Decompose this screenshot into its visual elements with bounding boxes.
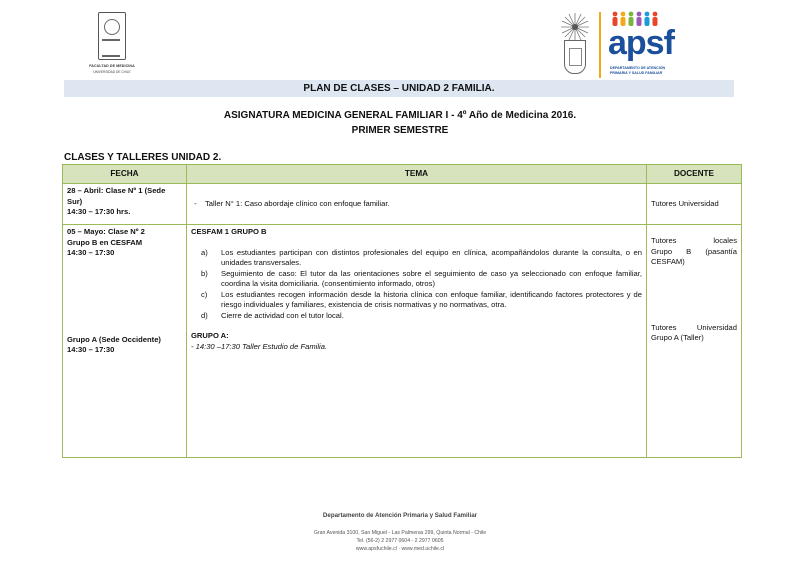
group-a-title: GRUPO A: bbox=[191, 331, 229, 340]
row2-docente bbox=[647, 225, 742, 458]
footer-websites: www.apsfuchile.cl · www.med.uchile.cl bbox=[355, 546, 445, 552]
logo-divider bbox=[599, 12, 601, 78]
apsf-subtitle-2: PRIMARIA Y SALUD FAMILIAR bbox=[610, 71, 663, 75]
schedule-table bbox=[62, 164, 742, 458]
list-item: c) Los estudiantes recogen información desde la historia clínica con enfoque familiar, identificando factores protectores y de riesgo individuales y familiares, existencia de crisis normativas y no normativas, otra. bbox=[201, 289, 642, 309]
row2-fecha-line5: 14:30 – 17:30 bbox=[67, 345, 115, 354]
list-item: a) Los estudiantes participan con distintos profesionales del equipo en clínica, acompañándolos durante la consulta, o en unidades transversales. bbox=[201, 247, 642, 267]
group-a-text: - 14:30 –17:30 Taller Estudio de Familia. bbox=[191, 341, 328, 351]
row1-fecha bbox=[63, 184, 187, 225]
row2-fecha bbox=[63, 225, 187, 458]
header-tema: TEMA bbox=[187, 165, 647, 184]
docente-b-line2: Grupo B (pasantía bbox=[651, 246, 737, 256]
header-fecha: FECHA bbox=[63, 165, 187, 184]
row2-tema bbox=[187, 225, 647, 458]
crest-icon bbox=[564, 40, 586, 74]
group-b-title: CESFAM 1 GRUPO B bbox=[191, 227, 267, 236]
row1-docente: Tutores Universidad bbox=[647, 184, 742, 225]
faculty-logo-caption: FACULTAD DE MEDICINA bbox=[89, 64, 135, 68]
page-title: PLAN DE CLASES – UNIDAD 2 FAMILIA. bbox=[64, 80, 734, 97]
footer-department: Departamento de Atención Primaria y Salud Familiar bbox=[322, 512, 478, 519]
footer-address: Gran Avenida 3100, San Miguel - Las Palmeras 299, Quinta Normal - Chile bbox=[313, 530, 487, 536]
table-header-row bbox=[63, 165, 742, 184]
row2-fecha-line2: Grupo B en CESFAM bbox=[67, 237, 143, 247]
section-heading: CLASES Y TALLERES UNIDAD 2. bbox=[64, 152, 222, 163]
list-item: d) Cierre de actividad con el tutor local. bbox=[201, 310, 344, 320]
table-row bbox=[63, 225, 742, 458]
row2-fecha-line4: Grupo A (Sede Occidente) bbox=[67, 334, 161, 344]
star-icon bbox=[560, 12, 590, 42]
row2-fecha-line3: 14:30 – 17:30 bbox=[67, 248, 115, 257]
list-item: b) Seguimiento de caso: El tutor da las orientaciones sobre el seguimiento de caso ya seleccionado con enfoque familiar, coordina la visita domiciliaria. (consentimiento informado, otros) bbox=[201, 268, 642, 288]
docente-b-line3: CESFAM) bbox=[651, 257, 685, 266]
university-logo-caption: UNIVERSIDAD DE CHILE bbox=[93, 70, 131, 74]
table-row bbox=[63, 184, 742, 225]
apsf-subtitle-1: DEPARTAMENTO DE ATENCIÓN bbox=[610, 66, 666, 70]
row1-fecha-line3: 14:30 – 17:30 hrs. bbox=[67, 207, 131, 216]
docente-b-line1: Tutores locales bbox=[651, 236, 737, 245]
row1-fecha-line2: Sur) bbox=[67, 196, 83, 206]
row1-tema bbox=[187, 184, 647, 225]
university-shield-icon bbox=[98, 12, 126, 60]
university-star-logo bbox=[556, 12, 594, 78]
semester-title: PRIMER SEMESTRE bbox=[351, 125, 449, 136]
docente-a-line1: Tutores Universidad bbox=[651, 322, 737, 332]
apsf-wordmark: apsf bbox=[608, 24, 674, 62]
row1-tema-text: - Taller N° 1: Caso abordaje clínico con enfoque familiar. bbox=[191, 199, 642, 210]
row2-fecha-line1: 05 – Mayo: Clase Nº 2 bbox=[67, 227, 145, 236]
footer-phone: Tel. (56-2) 2 2977 0604 - 2 2977 0605 bbox=[356, 538, 444, 544]
apsf-logo bbox=[606, 10, 674, 80]
docente-a-line2: Grupo A (Taller) bbox=[651, 333, 704, 342]
group-b-activities bbox=[191, 248, 642, 322]
course-title: ASIGNATURA MEDICINA GENERAL FAMILIAR I - 4º Año de Medicina 2016. bbox=[223, 110, 577, 121]
header-docente: DOCENTE bbox=[647, 165, 742, 184]
faculty-logo bbox=[88, 10, 136, 78]
row1-fecha-line1: 28 – Abril: Clase Nº 1 (Sede bbox=[67, 186, 166, 195]
